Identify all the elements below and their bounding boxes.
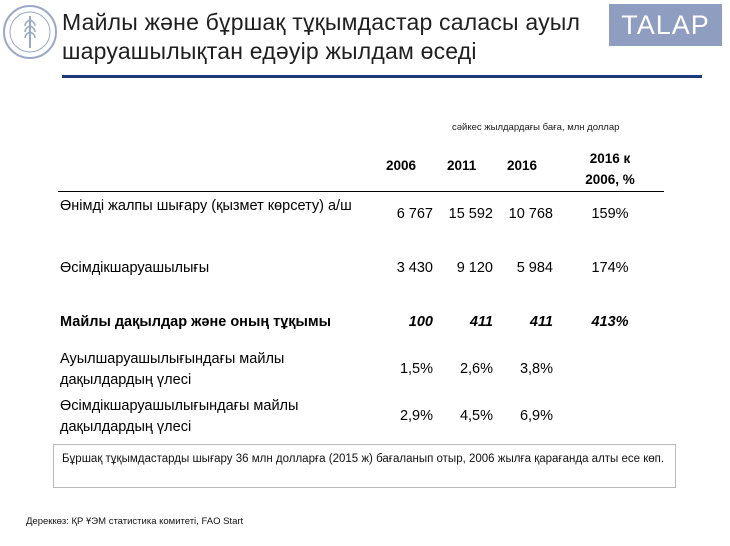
cell-share-agriculture-2016: 3,8% <box>519 361 553 377</box>
cell-share-crop-2016: 6,9% <box>519 408 553 424</box>
row-label-oilseeds: Майлы дақылдар және оның тұқымы <box>60 314 332 330</box>
cell-gross-output-2016: 10 768 <box>508 206 553 222</box>
column-header-change-line-1: 2016 к <box>589 151 631 166</box>
cell-oilseeds-pct: 413% <box>591 314 629 330</box>
page-title <box>62 8 602 66</box>
cell-gross-output-pct: 159% <box>591 206 629 222</box>
cell-share-crop-2011: 4,5% <box>459 408 493 424</box>
row-label-crop-production: Өсімдікшаруашылығы <box>60 260 210 276</box>
cell-gross-output-2006: 6 767 <box>396 206 433 222</box>
cell-oilseeds-2016: 411 <box>529 314 553 330</box>
cell-crop-production-2006: 3 430 <box>396 260 433 276</box>
column-header-change-line-2: 2006, % <box>585 172 635 187</box>
cell-share-agriculture-2006: 1,5% <box>399 361 433 377</box>
units-note: сәйкес жылдардағы баға, млн доллар <box>452 122 620 133</box>
cell-oilseeds-2006: 100 <box>408 314 433 330</box>
cell-crop-production-2016: 5 984 <box>516 260 553 276</box>
cell-gross-output-2011: 15 592 <box>448 206 493 222</box>
cell-share-agriculture-2011: 2,6% <box>459 361 493 377</box>
row-label-share-crop: Өсімдікшаруашылығындағы майлы дақылдардың үлесі <box>60 398 299 435</box>
title-divider <box>62 75 702 78</box>
brand-badge: TALAP <box>609 4 722 46</box>
footnote-box: Бұршақ тұқымдастарды шығару 36 млн долларға (2015 ж) бағаланып отыр, 2006 жылға қарағанда алты есе көп. <box>53 444 676 488</box>
column-header-2016: 2016 <box>507 158 538 173</box>
column-header-2011: 2011 <box>447 158 477 173</box>
cell-oilseeds-2011: 411 <box>469 314 493 330</box>
cell-share-crop-2006: 2,9% <box>399 408 433 424</box>
header-underline <box>58 191 664 192</box>
column-header-2006: 2006 <box>386 158 417 173</box>
cell-crop-production-pct: 174% <box>591 260 629 276</box>
column-header-change <box>568 148 652 190</box>
cell-crop-production-2011: 9 120 <box>456 260 493 276</box>
row-label-share-agriculture: Ауылшаруашылығындағы майлы дақылдардың үлесі <box>60 351 285 388</box>
fao-logo <box>2 4 58 60</box>
title-line-2: шаруашылықтан едәуір жылдам өседі <box>62 38 477 64</box>
row-label-gross-output: Өнімді жалпы шығару (қызмет көрсету) а/ш <box>60 198 352 214</box>
source-note: Дереккөз: ҚР ҰЭМ статистика комитеті, FAO Start <box>26 516 244 527</box>
title-line-1: Майлы және бұршақ тұқымдастар саласы ауыл <box>62 9 581 35</box>
